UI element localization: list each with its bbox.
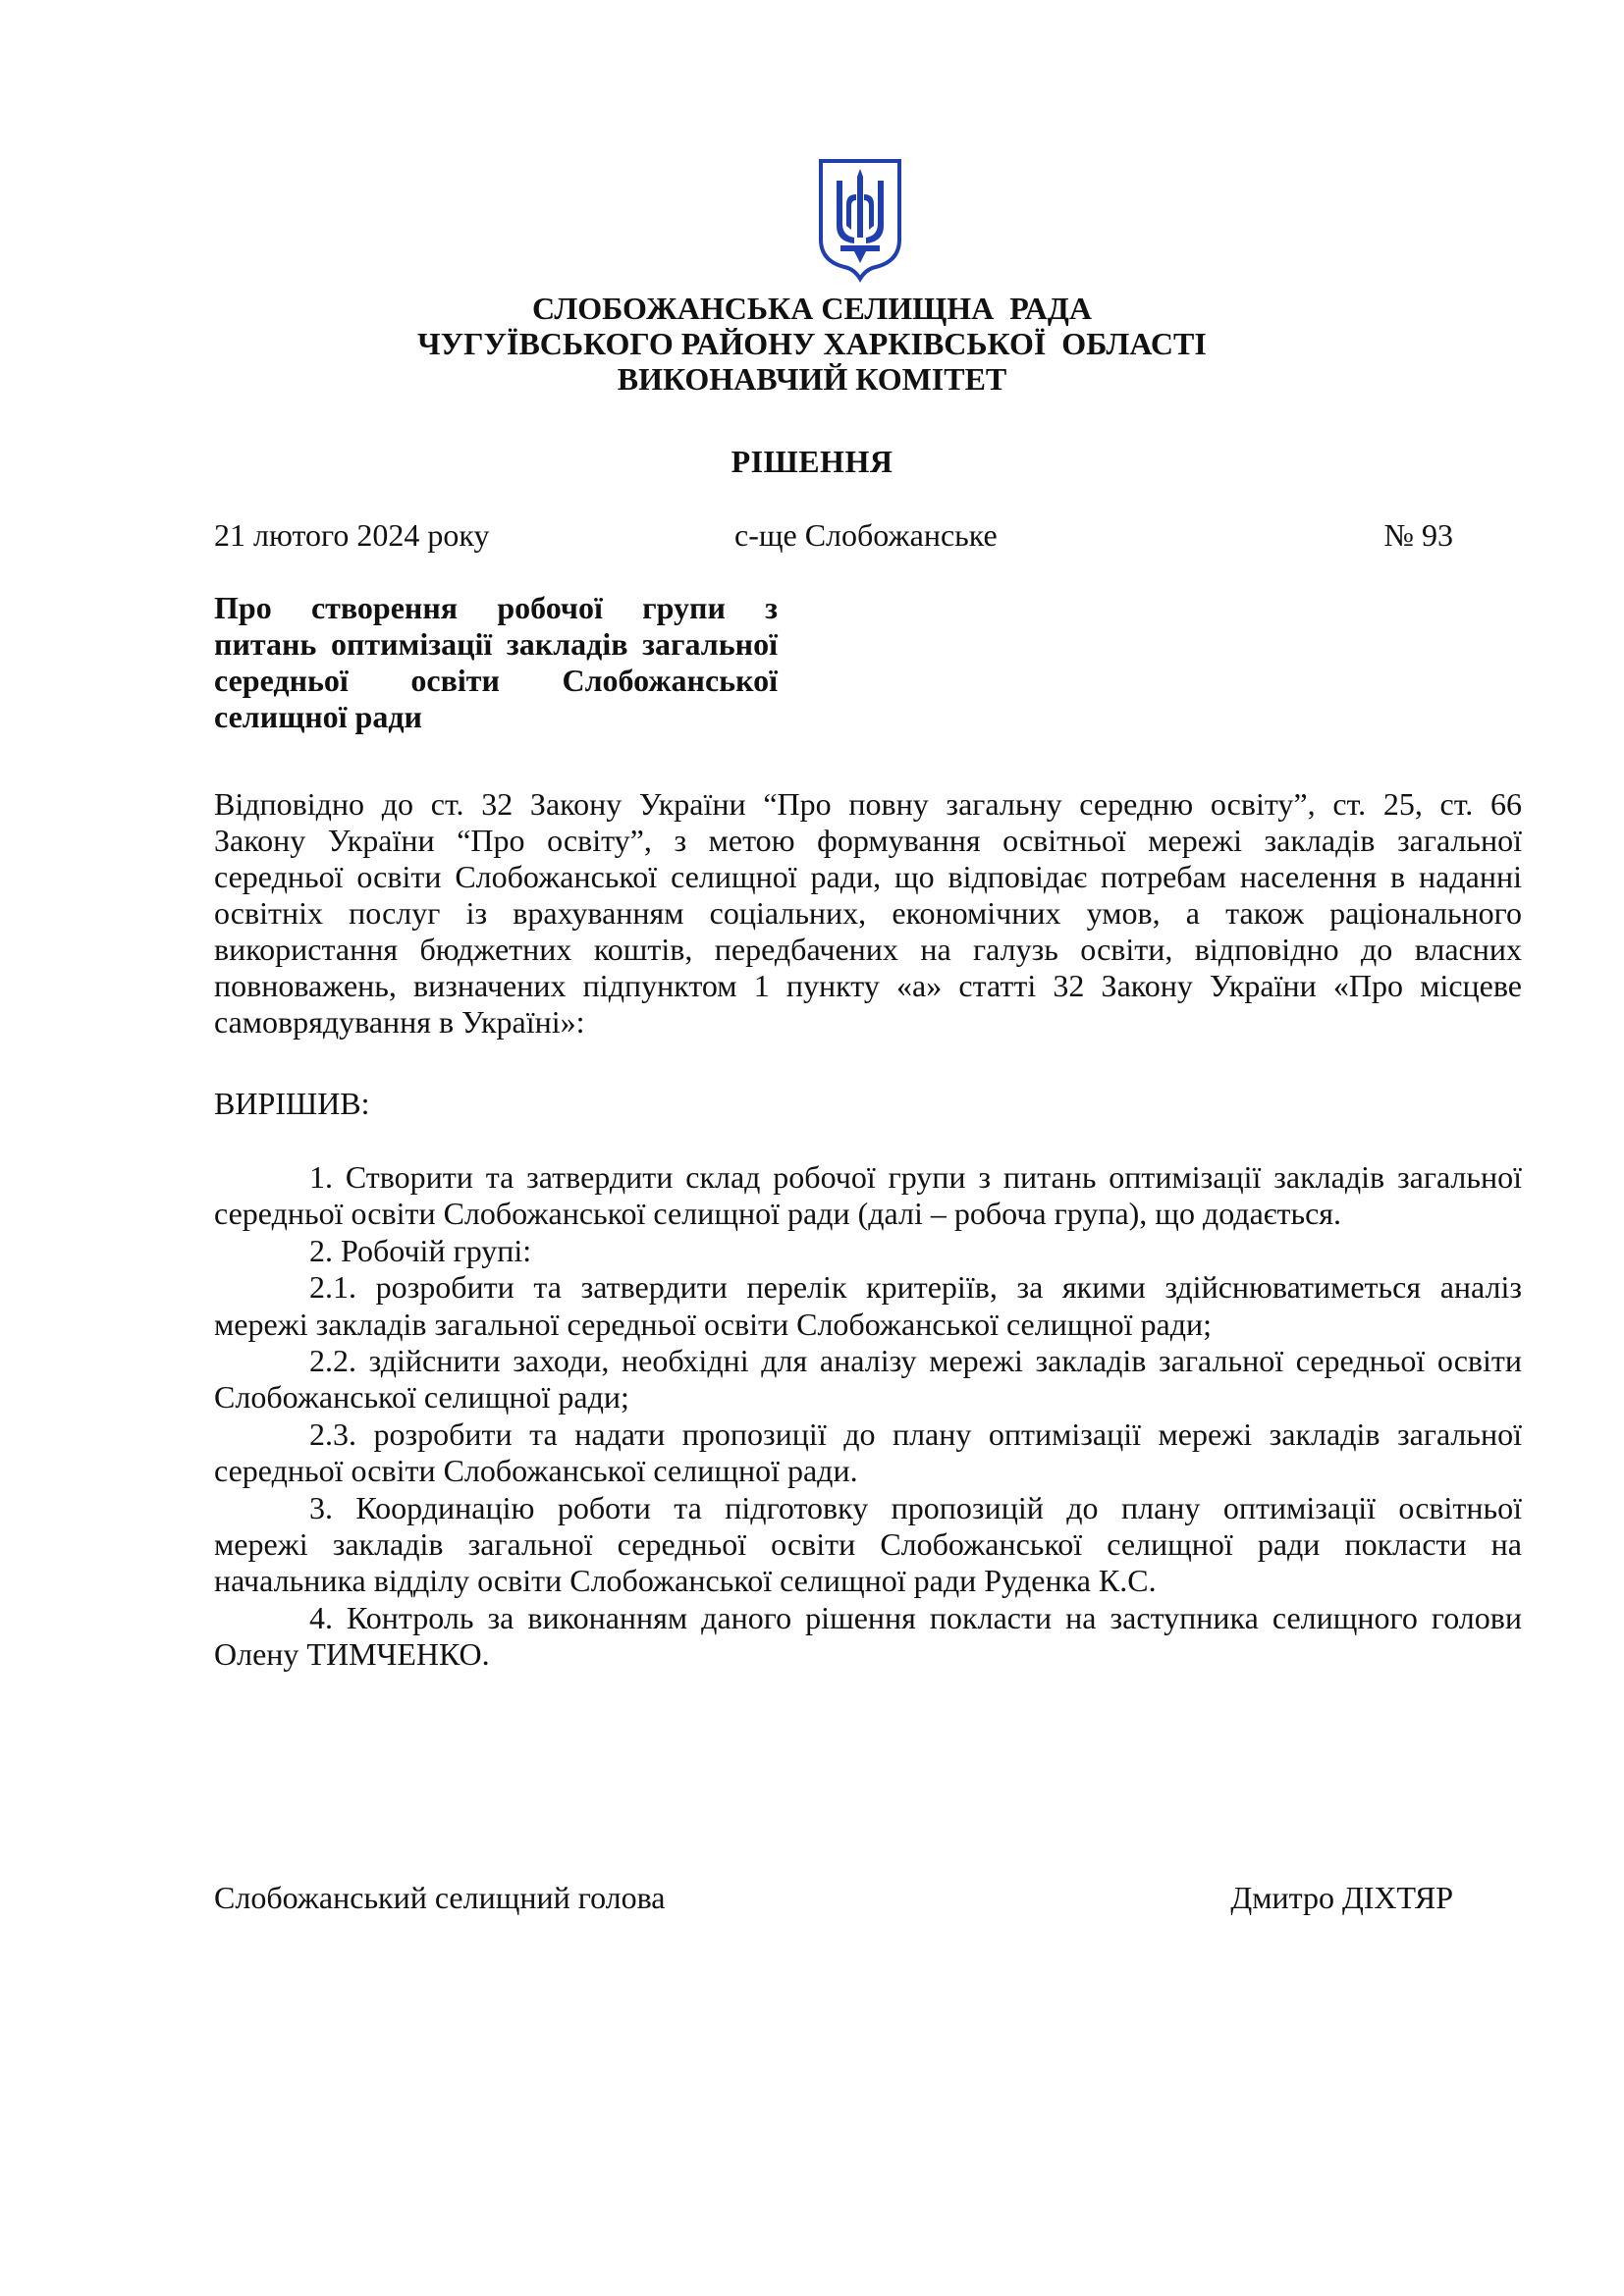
document-place: с-ще Слобожанське [734, 517, 998, 553]
header-line-district: ЧУГУЇВСЬКОГО РАЙОНУ ХАРКІВСЬКОЇ ОБЛАСТІ [417, 326, 1207, 361]
item-line: 2.1. розробити та затвердити перелік критеріїв, за якими здійснюватиметься аналіз [309, 1269, 1522, 1306]
preamble-line: повноважень, визначених підпунктом 1 пункту «а» статті 32 Закону України «Про місцеве [214, 968, 1522, 1003]
item-line: середньої освіти Слобожанської селищної ради. [214, 1453, 858, 1489]
decided-heading: ВИРІШИВ: [214, 1086, 370, 1121]
item-line: 1. Створити та затвердити склад робочої групи з питань оптимізації закладів загальної [309, 1159, 1522, 1195]
item-line: мережі закладів загальної середньої освіти Слобожанської селищної ради покласти на [214, 1525, 1522, 1562]
decision-items [214, 1159, 1522, 1673]
item-line: 3. Координацію роботи та підготовку пропозицій до плану оптимізації освітньої [309, 1489, 1522, 1525]
item-line: Слобожанської селищної ради; [214, 1379, 629, 1415]
document-meta [214, 517, 1453, 557]
preamble-line: освітніх послуг із врахуванням соціальних, економічних умов, а також раціонального [214, 895, 1522, 931]
header-line-committee: ВИКОНАВЧИЙ КОМІТЕТ [617, 361, 1007, 397]
item-line: 2.3. розробити та надати пропозиції до плану оптимізації мережі закладів загальної [309, 1415, 1522, 1452]
signatory-name: Дмитро ДІХТЯР [1230, 1880, 1453, 1915]
preamble-line: Закону України “Про освіту”, з метою формування освітньої мережі закладів загальної [214, 823, 1522, 858]
document-date: 21 лютого 2024 року [214, 517, 490, 553]
preamble-line: самоврядування в Україні»: [214, 1004, 585, 1040]
item-line: 2.2. здійснити заходи, необхідні для аналізу мережі закладів загальної середньої освіти [309, 1342, 1522, 1378]
item-line: начальника відділу освіти Слобожанської селищної ради Руденка К.С. [214, 1563, 1157, 1599]
signature-block [214, 1880, 1453, 1919]
signatory-role: Слобожанський селищний голова [214, 1880, 666, 1915]
document-number: № 93 [1383, 517, 1453, 553]
subject-line: питань оптимізації закладів загальної [214, 626, 778, 662]
preamble-line: середньої освіти Слобожанської селищної ради, що відповідає потребам населення в наданні [214, 859, 1522, 894]
ukraine-coat-of-arms-icon [817, 155, 903, 283]
item-line: 4. Контроль за виконанням даного рішення покласти на заступника селищного голови [309, 1599, 1522, 1635]
subject-line: Про створення робочої групи з [214, 590, 778, 625]
council-header [0, 291, 1624, 397]
item-line: середньої освіти Слобожанської селищної ради (далі – робоча група), що додається. [214, 1196, 1342, 1232]
item-line: 2. Робочій групі: [309, 1232, 532, 1268]
preamble-line: Відповідно до ст. 32 Закону України “Про повну загальну середню освіту”, ст. 25, ст. 66 [214, 786, 1522, 822]
item-line: мережі закладів загальної середньої освіти Слобожанської селищної ради; [214, 1306, 1212, 1342]
subject-line: селищної ради [214, 699, 422, 734]
preamble-line: використання бюджетних коштів, передбачених на галузь освіти, відповідно до власних [214, 932, 1522, 967]
decision-subject [214, 590, 778, 735]
preamble-paragraph [214, 786, 1522, 1041]
subject-line: середньої освіти Слобожанської [214, 663, 778, 698]
document-title: РІШЕННЯ [731, 444, 893, 479]
header-line-council: СЛОБОЖАНСЬКА СЕЛИЩНА РАДА [532, 291, 1092, 326]
item-line: Олену ТИМЧЕНКО. [214, 1636, 490, 1673]
